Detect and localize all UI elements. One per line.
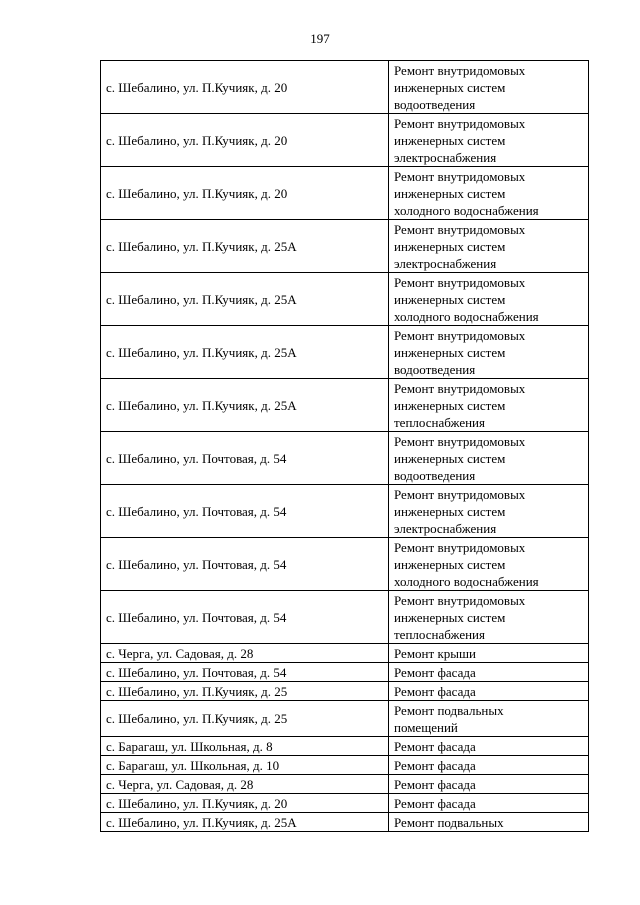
table-row xyxy=(101,432,589,485)
work-type-cell xyxy=(389,114,589,167)
work-type-line: Ремонт внутридомовых xyxy=(394,62,526,78)
work-type-line: Ремонт внутридомовых xyxy=(394,327,526,343)
work-type-line: Ремонт внутридомовых xyxy=(394,592,526,608)
work-type-cell xyxy=(389,644,589,663)
work-type-line: Ремонт фасада xyxy=(394,757,476,773)
table-row xyxy=(101,591,589,644)
work-type-line: инженерных систем xyxy=(394,238,506,254)
table-row xyxy=(101,326,589,379)
table-row xyxy=(101,813,589,832)
work-type-line: Ремонт внутридомовых xyxy=(394,221,526,237)
work-type-cell xyxy=(389,682,589,701)
address-cell: с. Шебалино, ул. П.Кучияк, д. 20 xyxy=(101,61,389,114)
work-type-line: холодного водоснабжения xyxy=(394,308,539,324)
work-type-line: холодного водоснабжения xyxy=(394,202,539,218)
work-type-cell xyxy=(389,538,589,591)
address-cell: с. Шебалино, ул. П.Кучияк, д. 20 xyxy=(101,167,389,220)
work-type-line: электроснабжения xyxy=(394,520,497,536)
work-type-line: инженерных систем xyxy=(394,609,506,625)
work-type-cell xyxy=(389,756,589,775)
address-cell: с. Шебалино, ул. Почтовая, д. 54 xyxy=(101,485,389,538)
work-type-line: Ремонт внутридомовых xyxy=(394,380,526,396)
address-cell: с. Шебалино, ул. Почтовая, д. 54 xyxy=(101,432,389,485)
work-type-cell xyxy=(389,663,589,682)
work-type-cell xyxy=(389,326,589,379)
address-cell: с. Шебалино, ул. П.Кучияк, д. 25А xyxy=(101,326,389,379)
work-type-line: электроснабжения xyxy=(394,255,497,271)
address-cell: с. Барагаш, ул. Школьная, д. 8 xyxy=(101,737,389,756)
work-type-line: помещений xyxy=(394,719,458,735)
work-type-line: теплоснабжения xyxy=(394,414,485,430)
work-type-cell xyxy=(389,273,589,326)
work-type-line: Ремонт фасада xyxy=(394,664,476,680)
work-type-line: Ремонт крыши xyxy=(394,645,476,661)
work-type-line: водоотведения xyxy=(394,467,476,483)
work-type-cell xyxy=(389,737,589,756)
address-cell: с. Черга, ул. Садовая, д. 28 xyxy=(101,775,389,794)
table-row xyxy=(101,114,589,167)
table-row xyxy=(101,379,589,432)
work-type-cell xyxy=(389,813,589,832)
work-type-line: инженерных систем xyxy=(394,344,506,360)
work-type-line: Ремонт внутридомовых xyxy=(394,168,526,184)
table-row xyxy=(101,538,589,591)
work-type-line: Ремонт фасада xyxy=(394,738,476,754)
address-cell: с. Барагаш, ул. Школьная, д. 10 xyxy=(101,756,389,775)
work-type-line: инженерных систем xyxy=(394,132,506,148)
table-row xyxy=(101,485,589,538)
address-cell: с. Шебалино, ул. П.Кучияк, д. 20 xyxy=(101,794,389,813)
work-type-cell xyxy=(389,701,589,737)
work-type-cell xyxy=(389,220,589,273)
work-type-line: Ремонт фасада xyxy=(394,776,476,792)
address-cell: с. Шебалино, ул. П.Кучияк, д. 25 xyxy=(101,701,389,737)
work-type-line: водоотведения xyxy=(394,361,476,377)
address-cell: с. Шебалино, ул. П.Кучияк, д. 20 xyxy=(101,114,389,167)
work-type-line: инженерных систем xyxy=(394,556,506,572)
work-type-line: Ремонт подвальных xyxy=(394,814,504,830)
work-type-cell xyxy=(389,61,589,114)
work-type-cell xyxy=(389,591,589,644)
work-type-line: электроснабжения xyxy=(394,149,497,165)
work-type-line: инженерных систем xyxy=(394,291,506,307)
work-type-line: холодного водоснабжения xyxy=(394,573,539,589)
page-number: 197 xyxy=(310,31,330,46)
address-cell: с. Шебалино, ул. Почтовая, д. 54 xyxy=(101,663,389,682)
table-row xyxy=(101,701,589,737)
table-row xyxy=(101,644,589,663)
work-type-line: Ремонт внутридомовых xyxy=(394,486,526,502)
address-cell: с. Шебалино, ул. Почтовая, д. 54 xyxy=(101,591,389,644)
table-row xyxy=(101,775,589,794)
table-row xyxy=(101,737,589,756)
table-row xyxy=(101,220,589,273)
work-type-line: инженерных систем xyxy=(394,450,506,466)
work-type-cell xyxy=(389,775,589,794)
address-cell: с. Черга, ул. Садовая, д. 28 xyxy=(101,644,389,663)
work-type-line: инженерных систем xyxy=(394,503,506,519)
work-type-line: теплоснабжения xyxy=(394,626,485,642)
work-type-line: Ремонт подвальных xyxy=(394,702,504,718)
address-cell: с. Шебалино, ул. П.Кучияк, д. 25А xyxy=(101,379,389,432)
table-row xyxy=(101,663,589,682)
address-cell: с. Шебалино, ул. П.Кучияк, д. 25А xyxy=(101,813,389,832)
work-type-cell xyxy=(389,167,589,220)
work-type-line: Ремонт фасада xyxy=(394,683,476,699)
address-cell: с. Шебалино, ул. П.Кучияк, д. 25А xyxy=(101,273,389,326)
work-type-line: водоотведения xyxy=(394,96,476,112)
work-type-line: Ремонт внутридомовых xyxy=(394,433,526,449)
table-row xyxy=(101,682,589,701)
work-type-cell xyxy=(389,485,589,538)
works-table-body xyxy=(101,61,589,832)
table-row xyxy=(101,61,589,114)
work-type-line: Ремонт внутридомовых xyxy=(394,539,526,555)
work-type-line: Ремонт внутридомовых xyxy=(394,274,526,290)
table-row xyxy=(101,756,589,775)
table-row xyxy=(101,273,589,326)
work-type-line: инженерных систем xyxy=(394,397,506,413)
work-type-line: Ремонт внутридомовых xyxy=(394,115,526,131)
works-table xyxy=(100,60,589,832)
work-type-line: инженерных систем xyxy=(394,79,506,95)
address-cell: с. Шебалино, ул. П.Кучияк, д. 25 xyxy=(101,682,389,701)
work-type-line: инженерных систем xyxy=(394,185,506,201)
table-row xyxy=(101,794,589,813)
work-type-cell xyxy=(389,794,589,813)
table-row xyxy=(101,167,589,220)
work-type-cell xyxy=(389,379,589,432)
address-cell: с. Шебалино, ул. П.Кучияк, д. 25А xyxy=(101,220,389,273)
address-cell: с. Шебалино, ул. Почтовая, д. 54 xyxy=(101,538,389,591)
work-type-cell xyxy=(389,432,589,485)
work-type-line: Ремонт фасада xyxy=(394,795,476,811)
